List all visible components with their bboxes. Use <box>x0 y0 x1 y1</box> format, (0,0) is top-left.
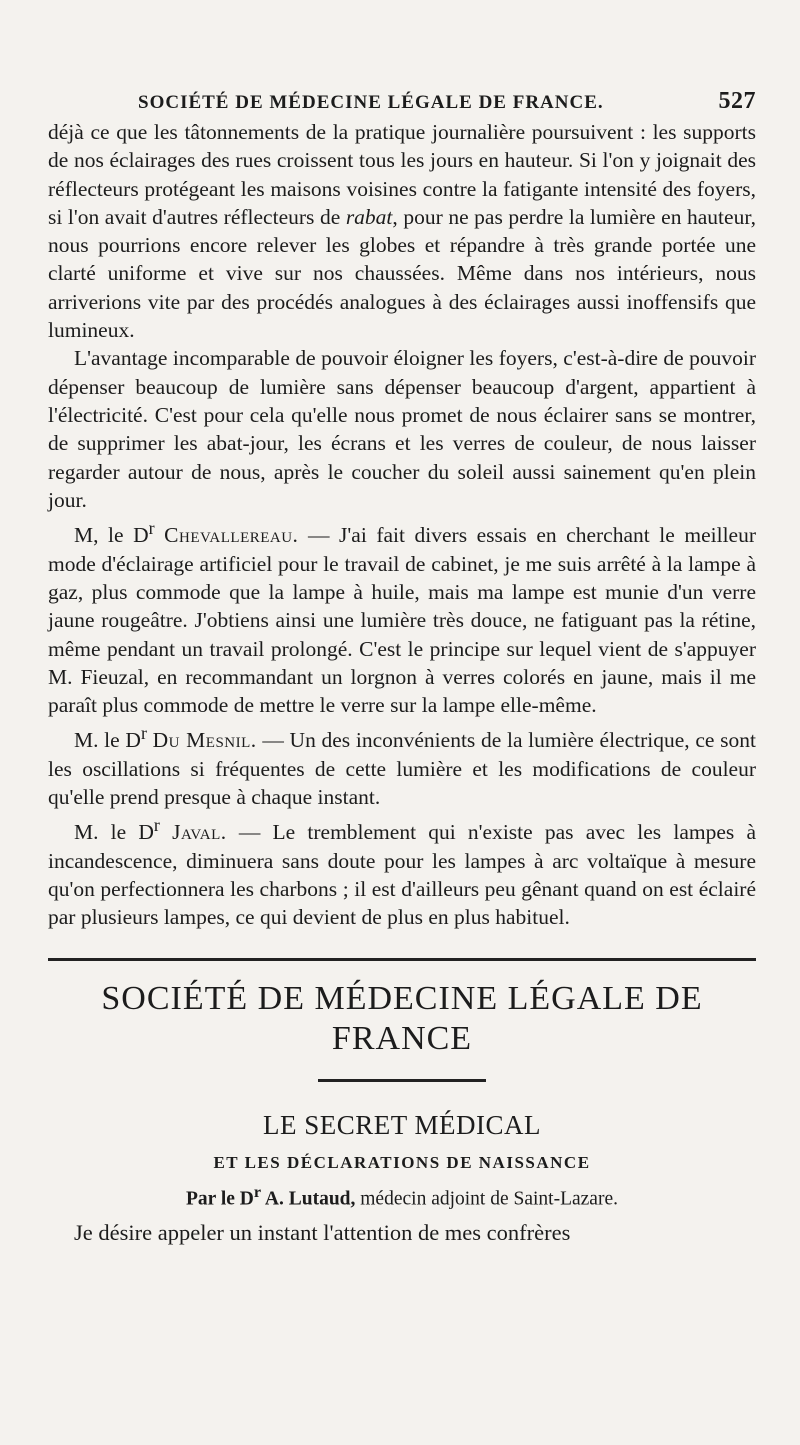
book-page <box>48 82 756 1246</box>
paragraph-text: — Un des inconvénients de la lumière électrique, ce sont les oscillations si fréquentes de cette lumière et les modifications de couleur qu'elle prend presque à chaque instant. <box>48 728 756 810</box>
paragraph-chevallereau <box>48 514 756 719</box>
byline <box>48 1183 756 1211</box>
running-header-title: SOCIÉTÉ DE MÉDECINE LÉGALE DE FRANCE. <box>138 92 604 113</box>
italic-word: rabat <box>345 204 393 229</box>
speaker-prefix: M. le D <box>74 820 154 845</box>
article-subtitle: ET LES DÉCLARATIONS DE NAISSANCE <box>213 1152 591 1172</box>
author-role: médecin adjoint de Saint-Lazare. <box>355 1188 618 1210</box>
paragraph-text: — J'ai fait divers essais en cherchant le meilleur mode d'éclairage artificiel pour le travail de cabinet, je me suis arrêté à la lampe à gaz, plus commode que la lampe à huile, mais ma lampe est munie d'un verre jaune rougeâtre. J'obtiens ainsi une lumière très douce, ne fatiguant pas la rétine, même pendant un travail prolongé. C'est le principe sur lequel vient de s'appuyer M. Fieuzal, en recommandant un lorgnon à verres colorés en jaune, mais il me paraît plus commode de mettre le verre sur la lampe elle-même. <box>48 523 756 718</box>
paragraph-text: — Le tremblement qui n'existe pas avec les lampes à incandescence, diminuera sans doute pour les lampes à arc voltaïque à mesure qu'on perfectionnera les charbons ; il est d'ailleurs peu gênant quand on est éclairé par plusieurs lampes, ce qui devient de plus en plus habituel. <box>48 820 756 930</box>
speaker-name: Chevallereau. <box>164 523 299 548</box>
paragraph-continuation <box>48 118 756 344</box>
paragraph-text: , pour ne pas perdre la lumière en hauteur, nous pourrions encore relever les globes et répandre à très grande portée une clarté uniforme et vive sur nos chaussées. Même dans nos intérieurs, nous arriverions vite par des procédés analogues à des éclairages aussi inoffensifs que lumineux. <box>48 204 756 343</box>
speaker-prefix: M, le D <box>74 523 149 548</box>
paragraph-du-mesnil <box>48 719 756 811</box>
paragraph-electricity: L'avantage incomparable de pouvoir éloigner les foyers, c'est-à-dire de pouvoir dépenser beaucoup de lumière sans dépenser beaucoup d'argent, appartient à l'électricité. C'est pour cela qu'elle nous promet de nous éclairer sans se montrer, de supprimer les abat-jour, les écrans et les verres de couleur, de nous laisser regarder autour de nous, après le coucher du soleil aussi sainement qu'en plein jour. <box>48 346 756 512</box>
byline-superscript: r <box>253 1182 262 1201</box>
speaker-prefix: M. le D <box>74 728 141 753</box>
paragraph-text: déjà ce que les tâtonnements de la pratique journalière poursuivent : les supports de nos éclairages des rues croissent tous les jours en hauteur. Si l'on y joignait des réflecteurs protégeant les maisons voisines contre la fatigante intensité des foyers, si l'on avait d'autres réflecteurs de <box>48 120 756 229</box>
running-header <box>48 82 756 118</box>
body-text <box>48 118 756 932</box>
speaker-name: Javal. <box>172 820 227 845</box>
section-divider <box>48 958 756 961</box>
speaker-superscript: r <box>153 815 160 836</box>
speaker-name: Du Mesnil. <box>152 728 257 753</box>
speaker-superscript: r <box>148 518 155 539</box>
speaker-superscript: r <box>140 723 147 744</box>
paragraph-javal <box>48 811 756 931</box>
society-title: SOCIÉTÉ DE MÉDECINE LÉGALE DE FRANCE <box>101 979 703 1057</box>
byline-prefix: Par le D <box>186 1188 254 1210</box>
author-name: A. Lutaud, <box>261 1188 356 1210</box>
title-rule <box>318 1079 486 1082</box>
article-first-line: Je désire appeler un instant l'attention de mes confrères <box>74 1220 571 1246</box>
article-title: LE SECRET MÉDICAL <box>263 1109 541 1140</box>
page-number: 527 <box>718 88 756 114</box>
